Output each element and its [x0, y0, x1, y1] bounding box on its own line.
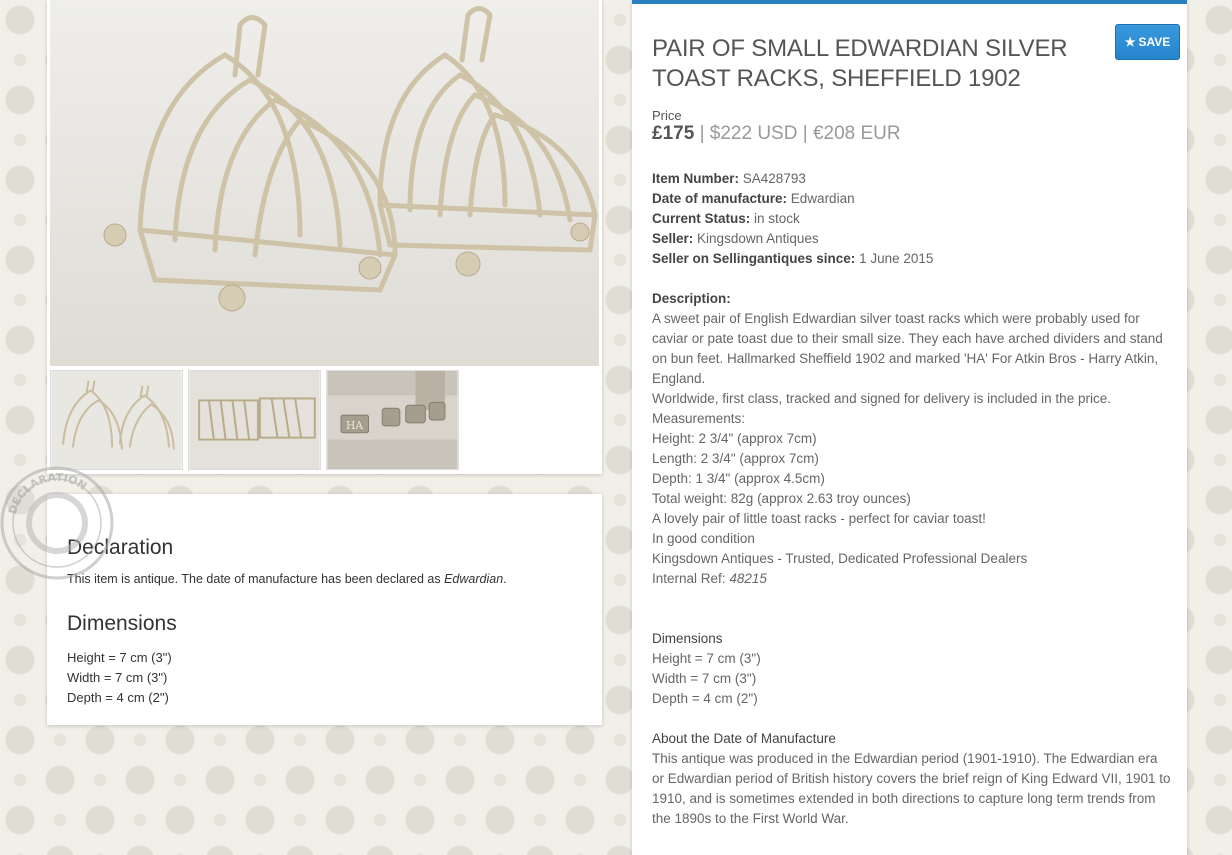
price-usd: $222 USD: [709, 123, 798, 144]
dimension-height: Height = 7 cm (3"): [652, 651, 761, 666]
current-status-row: Current Status: in stock: [652, 211, 800, 226]
dimension-depth: Depth = 4 cm (2"): [652, 691, 758, 706]
description-line: Total weight: 82g (approx 2.63 troy ounces): [652, 491, 911, 506]
hallmark-text: HA: [345, 418, 364, 432]
svg-text:DECLARATION: DECLARATION: [5, 470, 90, 516]
description-line: Worldwide, first class, tracked and signed for delivery is included in the price.: [652, 391, 1111, 406]
product-details-panel: [632, 0, 1187, 855]
dimensions-list-left: [67, 648, 172, 708]
seller-since-row: Seller on Sellingantiques since: 1 June 2015: [652, 251, 934, 266]
declaration-text-suffix: .: [503, 572, 507, 586]
seller-value: Kingsdown Antiques: [697, 231, 819, 246]
description-line: Depth: 1 3/4" (approx 4.5cm): [652, 471, 825, 486]
description-line: Kingsdown Antiques - Trusted, Dedicated Professional Dealers: [652, 551, 1028, 566]
description-line: Height: 2 3/4" (approx 7cm): [652, 431, 817, 446]
dimension-height: Height = 7 cm (3"): [67, 650, 172, 665]
price-separator: |: [802, 123, 808, 144]
price-eur: €208 EUR: [812, 123, 901, 144]
date-of-manufacture-value: Edwardian: [790, 191, 855, 206]
date-of-manufacture-row: Date of manufacture: Edwardian: [652, 191, 855, 206]
main-product-image[interactable]: [50, 0, 599, 366]
description-line: Measurements:: [652, 411, 746, 426]
declaration-heading: Declaration: [67, 536, 174, 559]
description-line: A sweet pair of English Edwardian silver toast racks which were probably used for caviar or pate toast due to their small size. They each have arched dividers and stand on bun feet. Hallmarked Sheffield 1902 and marked 'HA' For Atkin Bros - Harry Atkin, England.: [652, 311, 1163, 386]
internal-ref: Internal Ref: 48215: [652, 571, 767, 586]
image-gallery: [47, 0, 602, 474]
seller-since-value: 1 June 2015: [859, 251, 934, 266]
price-label: Price: [652, 108, 682, 123]
about-date-heading: About the Date of Manufacture: [652, 731, 836, 746]
price-line: [652, 123, 901, 145]
declaration-card: [47, 494, 602, 725]
description-line: In good condition: [652, 531, 755, 546]
about-date-section: [652, 729, 1172, 829]
price-gbp: £175: [652, 123, 695, 144]
thumbnail-hallmark-closeup[interactable]: [326, 370, 459, 470]
current-status-value: in stock: [754, 211, 800, 226]
item-number-value: SA428793: [742, 171, 806, 186]
item-number-row: Item Number: SA428793: [652, 171, 806, 186]
save-button-label: SAVE: [1138, 35, 1171, 49]
dimensions-heading: Dimensions: [652, 631, 723, 646]
about-date-text: This antique was produced in the Edwardian period (1901-1910). The Edwardian era or Edwardian period of British history covers the brief reign of King Edward VII, 1901 to 1910, and is sometimes extended in both directions to capture long term trends from the 1890s to the First World War.: [652, 751, 1171, 826]
item-info-list: [652, 169, 933, 269]
description-line: A lovely pair of little toast racks - perfect for caviar toast!: [652, 511, 986, 526]
star-icon: ★: [1124, 35, 1136, 49]
dimensions-section: [652, 629, 1172, 709]
description-line: Length: 2 3/4" (approx 7cm): [652, 451, 819, 466]
dimension-width: Width = 7 cm (3"): [652, 671, 757, 686]
declaration-text-prefix: This item is antique. The date of manufacture has been declared as: [67, 572, 445, 586]
declaration-date-value: Edwardian: [444, 572, 504, 586]
thumbnail-toast-racks-front[interactable]: [50, 370, 183, 470]
save-button[interactable]: [1115, 24, 1180, 60]
dimensions-heading-left: Dimensions: [67, 612, 177, 635]
description-section: [652, 289, 1172, 589]
thumbnail-toast-racks-top[interactable]: [188, 370, 321, 470]
product-title: PAIR OF SMALL EDWARDIAN SILVER TOAST RACKS, SHEFFIELD 1902: [652, 35, 1068, 92]
description-heading: Description:: [652, 291, 731, 306]
dimension-depth: Depth = 4 cm (2"): [67, 690, 169, 705]
price-separator: |: [699, 123, 705, 144]
dimension-width: Width = 7 cm (3"): [67, 670, 168, 685]
declaration-text: [67, 572, 507, 586]
seller-row: Seller: Kingsdown Antiques: [652, 231, 819, 246]
internal-ref-value: 48215: [729, 571, 767, 586]
